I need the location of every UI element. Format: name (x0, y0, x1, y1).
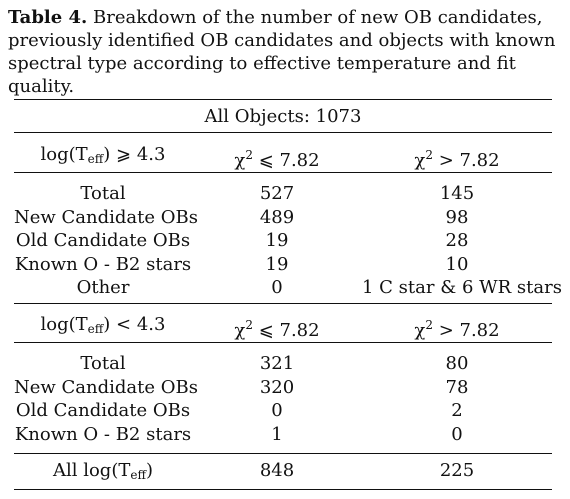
section2-chi-high-header: $\chi^2 > 7.82$ (414, 318, 500, 341)
row-label: Old Candidate OBs (15, 230, 191, 251)
row-value-chi-high: 2 (451, 400, 463, 421)
table-row (14, 182, 552, 206)
row-value-chi-low: 489 (259, 206, 295, 228)
row-label: Total (80, 353, 126, 374)
row-value-chi-low: 0 (271, 277, 283, 298)
section1-header-row (14, 143, 552, 171)
rule-before-footer (14, 453, 552, 454)
section2-header-label: $\log(T_{eff}) < 4.3$ (40, 314, 166, 336)
row-label: Known O - B2 stars (14, 253, 192, 275)
top-rule (14, 99, 552, 100)
row-value-chi-high: 28 (445, 230, 469, 251)
table-row (14, 376, 552, 400)
row-label: Other (76, 277, 130, 298)
section1-header-label: $\log(T_{eff})$ ⩾ 4.3 (40, 144, 166, 166)
row-value-chi-high: 145 (439, 183, 475, 204)
row-value-chi-high: 10 (445, 253, 469, 275)
row-value-chi-low: 1 (271, 423, 283, 445)
table-row (14, 399, 552, 423)
table-caption (8, 6, 562, 98)
bottom-rule (14, 489, 552, 490)
row-value-chi-low: 320 (259, 376, 295, 398)
rule-after-section2-header (14, 342, 552, 343)
row-value-chi-high: 98 (445, 206, 469, 228)
row-value-chi-low: 321 (259, 353, 295, 374)
table-row (14, 229, 552, 253)
rule-after-all-objects (14, 132, 552, 133)
row-label: Known O - B2 stars (14, 423, 192, 445)
row-value-chi-high: 80 (445, 353, 469, 374)
caption-text: Breakdown of the number of new OB candidates, previously identified OB candidates and objects with known spectral type according to effective temperature and fit quality. (8, 7, 556, 97)
table-row (14, 423, 552, 447)
footer-low-value: 848 (259, 460, 295, 481)
row-value-chi-high: 78 (445, 376, 469, 398)
rule-after-section1 (14, 303, 552, 304)
section2-header-row (14, 313, 552, 341)
row-label: New Candidate OBs (14, 376, 198, 398)
section1-chi-high-header: $\chi^2 > 7.82$ (414, 148, 500, 171)
footer-row (14, 459, 552, 483)
section2-chi-low-header: $\chi^2$ ⩽ 7.82 (234, 318, 320, 341)
row-label: Old Candidate OBs (15, 400, 191, 421)
table-row (14, 276, 562, 300)
table-row (14, 352, 552, 376)
footer-label: All $\log(T_{eff})$ (52, 460, 154, 482)
row-value-chi-high: 0 (451, 423, 463, 445)
row-value-chi-low: 0 (271, 400, 283, 421)
row-value-chi-low: 19 (265, 253, 289, 275)
section1-chi-low-header: $\chi^2$ ⩽ 7.82 (234, 148, 320, 171)
row-value-chi-low: 19 (265, 230, 289, 251)
all-objects-label: All Objects: 1073 (204, 106, 362, 127)
row-label: New Candidate OBs (14, 206, 198, 228)
rule-after-section1-header (14, 172, 552, 173)
row-value-chi-low: 527 (259, 183, 295, 204)
table-row (14, 253, 552, 277)
row-value-chi-high: 1 C star & 6 WR stars (362, 277, 562, 298)
footer-high-value: 225 (439, 460, 475, 481)
all-objects-row (14, 105, 552, 129)
row-label: Total (80, 183, 126, 204)
caption-label: Table 4. (8, 7, 88, 28)
table-row (14, 206, 552, 230)
